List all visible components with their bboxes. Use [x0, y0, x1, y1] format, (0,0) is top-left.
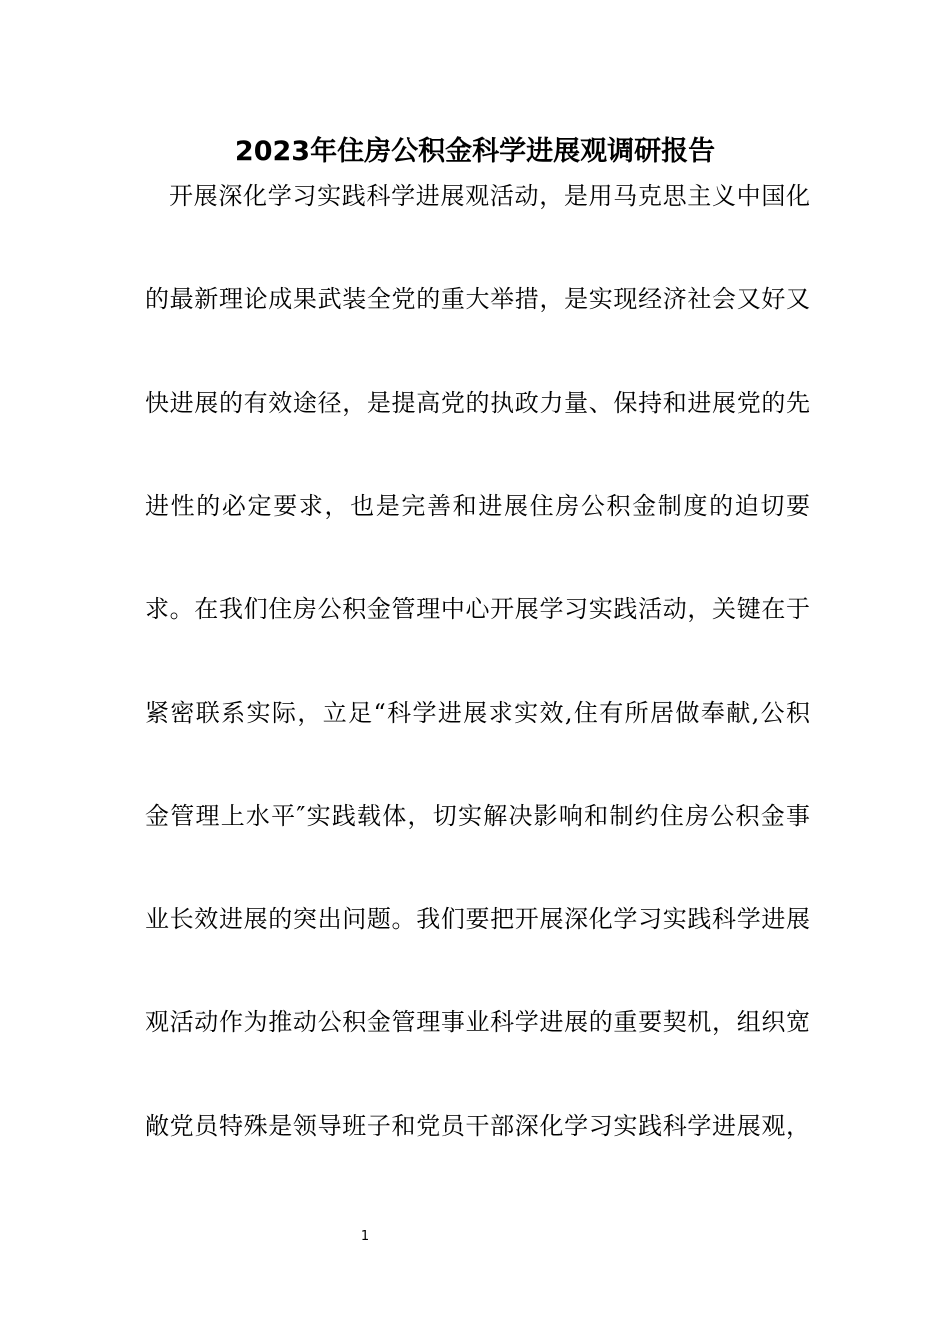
paragraph-line: 观活动作为推动公积金管理事业科学进展的重要契机，组织宽 [145, 1008, 810, 1036]
paragraph-line: 开展深化学习实践科学进展观活动，是用马克思主义中国化 [169, 182, 810, 210]
paragraph-line: 敞党员特殊是领导班子和党员干部深化学习实践科学进展观， [145, 1112, 810, 1140]
page-number: 1 [360, 1229, 370, 1244]
document-title: 2023年住房公积金科学进展观调研报告 [234, 136, 716, 167]
paragraph-line: 求。在我们住房公积金管理中心开展学习实践活动，关键在于 [145, 595, 810, 623]
paragraph-line: 紧密联系实际，立足“科学进展求实效,住有所居做奉献,公积 [145, 699, 810, 727]
paragraph-line: 进性的必定要求，也是完善和进展住房公积金制度的迫切要 [145, 492, 810, 520]
paragraph-line: 业长效进展的突出问题。我们要把开展深化学习实践科学进展 [145, 905, 810, 933]
paragraph-line: 快进展的有效途径，是提高党的执政力量、保持和进展党的先 [145, 389, 810, 417]
paragraph-line: 的最新理论成果武装全党的重大举措，是实现经济社会又好又 [145, 285, 810, 313]
paragraph-line: 金管理上水平″实践载体，切实解决影响和制约住房公积金事 [145, 802, 810, 830]
